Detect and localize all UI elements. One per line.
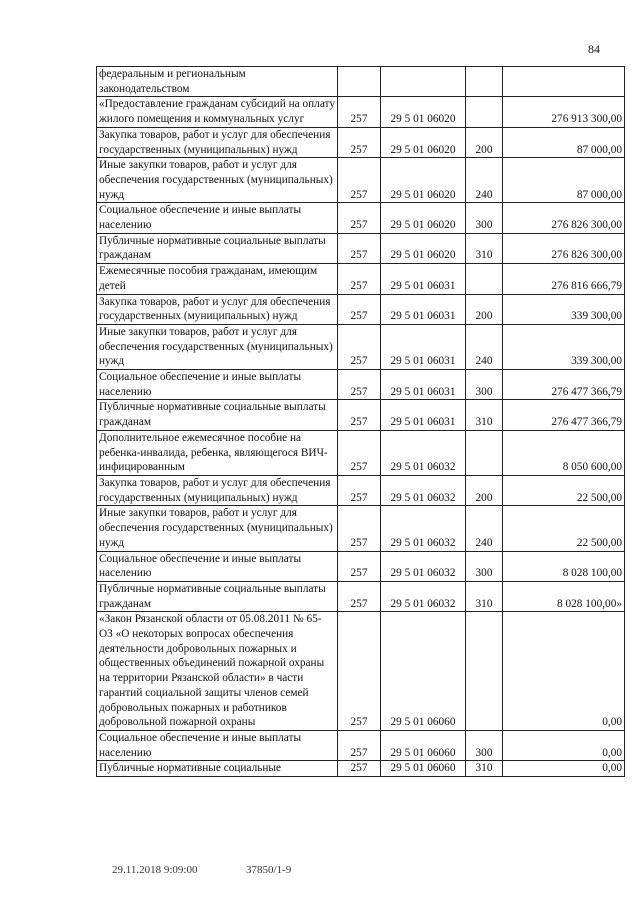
expense-type-cell: 240 bbox=[466, 158, 503, 203]
expense-name-cell: «Закон Рязанской области от 05.08.2011 № 65-ОЗ «О некоторых вопросах обеспечения деятельности добровольных пожарных и общественных объединений пожарной охраны на территории Рязанской области» в части гарантий социальной защиты членов семей добровольных пожарных и работников добровольной пожарной охраны bbox=[97, 612, 338, 731]
table-row bbox=[97, 264, 625, 294]
expense-name-cell: Публичные нормативные социальные выплаты гражданам bbox=[97, 581, 338, 611]
amount-cell: 276 816 666,79 bbox=[503, 264, 625, 294]
amount-cell: 276 826 300,00 bbox=[503, 233, 625, 263]
target-article-cell bbox=[381, 67, 466, 97]
ministry-code-cell: 257 bbox=[338, 158, 381, 203]
ministry-code-cell: 257 bbox=[338, 612, 381, 731]
ministry-code-cell: 257 bbox=[338, 430, 381, 475]
expense-name-cell: «Предоставление гражданам субсидий на оплату жилого помещения и коммунальных услуг bbox=[97, 97, 338, 127]
table-row bbox=[97, 761, 625, 777]
expense-name-cell: Ежемесячные пособия гражданам, имеющим детей bbox=[97, 264, 338, 294]
expense-type-cell bbox=[466, 612, 503, 731]
footer-date: 29.11.2018 9:09:00 bbox=[112, 864, 198, 876]
ministry-code-cell: 257 bbox=[338, 400, 381, 430]
target-article-cell: 29 5 01 06032 bbox=[381, 551, 466, 581]
expense-type-cell: 300 bbox=[466, 730, 503, 760]
expense-type-cell: 300 bbox=[466, 551, 503, 581]
expense-type-cell: 310 bbox=[466, 233, 503, 263]
amount-cell: 8 050 600,00 bbox=[503, 430, 625, 475]
table-row bbox=[97, 324, 625, 369]
target-article-cell: 29 5 01 06031 bbox=[381, 264, 466, 294]
ministry-code-cell: 257 bbox=[338, 127, 381, 157]
expense-name-cell: Социальное обеспечение и иные выплаты населению bbox=[97, 730, 338, 760]
amount-cell: 276 477 366,79 bbox=[503, 400, 625, 430]
expense-name-cell: Социальное обеспечение и иные выплаты населению bbox=[97, 203, 338, 233]
ministry-code-cell: 257 bbox=[338, 581, 381, 611]
expense-name-cell: Социальное обеспечение и иные выплаты населению bbox=[97, 370, 338, 400]
target-article-cell: 29 5 01 06060 bbox=[381, 730, 466, 760]
ministry-code-cell: 257 bbox=[338, 370, 381, 400]
amount-cell: 276 826 300,00 bbox=[503, 203, 625, 233]
target-article-cell: 29 5 01 06020 bbox=[381, 158, 466, 203]
table-row bbox=[97, 158, 625, 203]
table-row bbox=[97, 233, 625, 263]
target-article-cell: 29 5 01 06032 bbox=[381, 475, 466, 505]
expense-type-cell: 200 bbox=[466, 127, 503, 157]
expense-name-cell: Иные закупки товаров, работ и услуг для обеспечения государственных (муниципальных) нужд bbox=[97, 158, 338, 203]
ministry-code-cell: 257 bbox=[338, 761, 381, 777]
target-article-cell: 29 5 01 06032 bbox=[381, 506, 466, 551]
table-row bbox=[97, 551, 625, 581]
expense-type-cell: 310 bbox=[466, 761, 503, 777]
expense-name-cell: Дополнительное ежемесячное пособие на ребенка-инвалида, ребенка, являющегося ВИЧ-инфицированным bbox=[97, 430, 338, 475]
expense-type-cell: 310 bbox=[466, 581, 503, 611]
expense-type-cell bbox=[466, 97, 503, 127]
expense-type-cell: 300 bbox=[466, 203, 503, 233]
table-row bbox=[97, 203, 625, 233]
target-article-cell: 29 5 01 06060 bbox=[381, 612, 466, 731]
footer-document-code: 37850/1-9 bbox=[246, 864, 292, 876]
expense-name-cell: Иные закупки товаров, работ и услуг для обеспечения государственных (муниципальных) нужд bbox=[97, 324, 338, 369]
expense-name-cell: Публичные нормативные социальные bbox=[97, 761, 338, 777]
expense-type-cell bbox=[466, 264, 503, 294]
table-row bbox=[97, 581, 625, 611]
table-row bbox=[97, 97, 625, 127]
amount-cell: 22 500,00 bbox=[503, 475, 625, 505]
amount-cell: 8 028 100,00 bbox=[503, 551, 625, 581]
amount-cell: 0,00 bbox=[503, 730, 625, 760]
amount-cell: 276 913 300,00 bbox=[503, 97, 625, 127]
expense-type-cell: 240 bbox=[466, 324, 503, 369]
amount-cell: 339 300,00 bbox=[503, 294, 625, 324]
expense-type-cell: 200 bbox=[466, 294, 503, 324]
budget-table-body bbox=[97, 67, 625, 777]
expense-name-cell: Публичные нормативные социальные выплаты гражданам bbox=[97, 400, 338, 430]
target-article-cell: 29 5 01 06032 bbox=[381, 581, 466, 611]
amount-cell bbox=[503, 67, 625, 97]
ministry-code-cell: 257 bbox=[338, 506, 381, 551]
expense-name-cell: Публичные нормативные социальные выплаты гражданам bbox=[97, 233, 338, 263]
ministry-code-cell: 257 bbox=[338, 294, 381, 324]
expense-name-cell: Закупка товаров, работ и услуг для обеспечения государственных (муниципальных) нужд bbox=[97, 294, 338, 324]
ministry-code-cell: 257 bbox=[338, 475, 381, 505]
target-article-cell: 29 5 01 06060 bbox=[381, 761, 466, 777]
amount-cell: 276 477 366,79 bbox=[503, 370, 625, 400]
expense-name-cell: Социальное обеспечение и иные выплаты населению bbox=[97, 551, 338, 581]
target-article-cell: 29 5 01 06020 bbox=[381, 203, 466, 233]
expense-name-cell: федеральным и региональным законодательством bbox=[97, 67, 338, 97]
target-article-cell: 29 5 01 06031 bbox=[381, 370, 466, 400]
amount-cell: 87 000,00 bbox=[503, 158, 625, 203]
table-row bbox=[97, 370, 625, 400]
target-article-cell: 29 5 01 06020 bbox=[381, 97, 466, 127]
amount-cell: 8 028 100,00» bbox=[503, 581, 625, 611]
amount-cell: 0,00 bbox=[503, 612, 625, 731]
ministry-code-cell: 257 bbox=[338, 324, 381, 369]
expense-type-cell: 310 bbox=[466, 400, 503, 430]
ministry-code-cell: 257 bbox=[338, 233, 381, 263]
ministry-code-cell bbox=[338, 67, 381, 97]
table-row bbox=[97, 127, 625, 157]
table-row bbox=[97, 475, 625, 505]
ministry-code-cell: 257 bbox=[338, 551, 381, 581]
expense-type-cell: 240 bbox=[466, 506, 503, 551]
table-row bbox=[97, 400, 625, 430]
expense-name-cell: Закупка товаров, работ и услуг для обеспечения государственных (муниципальных) нужд bbox=[97, 475, 338, 505]
expense-name-cell: Иные закупки товаров, работ и услуг для обеспечения государственных (муниципальных) нужд bbox=[97, 506, 338, 551]
expense-type-cell bbox=[466, 67, 503, 97]
expense-type-cell bbox=[466, 430, 503, 475]
table-row bbox=[97, 430, 625, 475]
page-number: 84 bbox=[588, 42, 600, 56]
target-article-cell: 29 5 01 06031 bbox=[381, 400, 466, 430]
target-article-cell: 29 5 01 06032 bbox=[381, 430, 466, 475]
expense-name-cell: Закупка товаров, работ и услуг для обеспечения государственных (муниципальных) нужд bbox=[97, 127, 338, 157]
table-row bbox=[97, 67, 625, 97]
amount-cell: 0,00 bbox=[503, 761, 625, 777]
table-row bbox=[97, 294, 625, 324]
ministry-code-cell: 257 bbox=[338, 203, 381, 233]
target-article-cell: 29 5 01 06031 bbox=[381, 324, 466, 369]
expense-type-cell: 200 bbox=[466, 475, 503, 505]
ministry-code-cell: 257 bbox=[338, 730, 381, 760]
table-row bbox=[97, 506, 625, 551]
amount-cell: 22 500,00 bbox=[503, 506, 625, 551]
ministry-code-cell: 257 bbox=[338, 97, 381, 127]
target-article-cell: 29 5 01 06020 bbox=[381, 127, 466, 157]
table-row bbox=[97, 730, 625, 760]
expense-type-cell: 300 bbox=[466, 370, 503, 400]
target-article-cell: 29 5 01 06031 bbox=[381, 294, 466, 324]
amount-cell: 87 000,00 bbox=[503, 127, 625, 157]
ministry-code-cell: 257 bbox=[338, 264, 381, 294]
budget-table bbox=[96, 66, 625, 777]
amount-cell: 339 300,00 bbox=[503, 324, 625, 369]
table-row bbox=[97, 612, 625, 731]
target-article-cell: 29 5 01 06020 bbox=[381, 233, 466, 263]
